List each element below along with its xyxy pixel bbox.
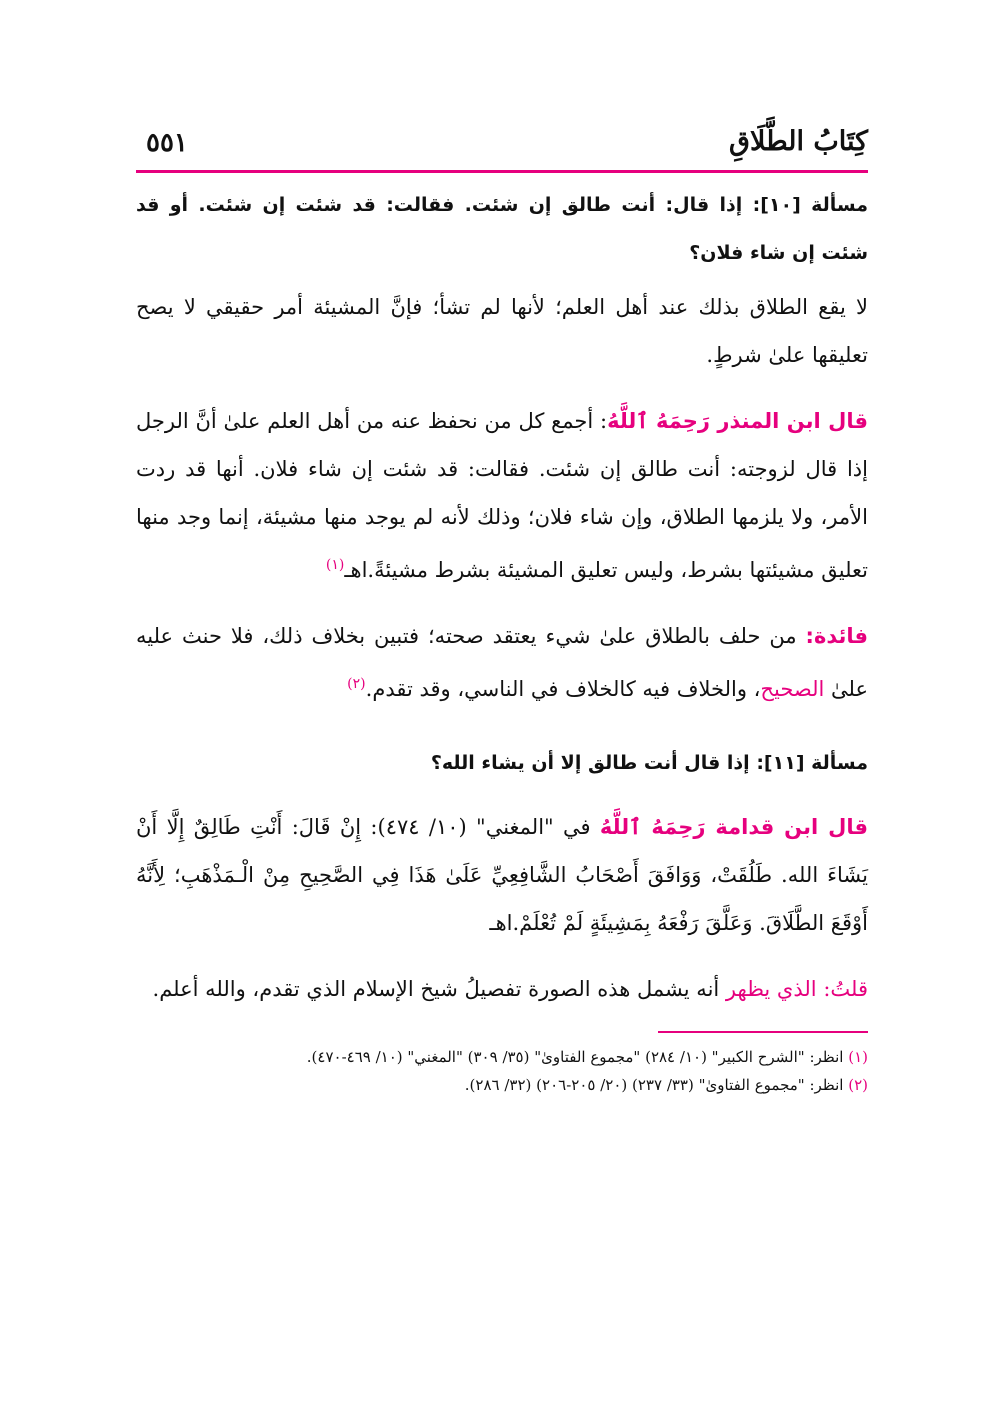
- footnote-1: [136, 1043, 868, 1071]
- page-header: [136, 118, 868, 170]
- footnote-text: انظر: "الشرح الكبير" (١٠/ ٢٨٤) "مجموع الفتاوىٰ" (٣٥/ ٣٠٩) "المغني" (١٠/ ٤٦٩-٤٧٠).: [306, 1048, 844, 1066]
- paragraph-author-note: [136, 965, 868, 1013]
- footnote-ref-1: (١): [325, 557, 345, 573]
- book-page: [136, 118, 868, 1099]
- footnote-number: (٢): [848, 1076, 868, 1094]
- paragraph-ibn-qudama: [136, 803, 868, 947]
- speaker-name: قال ابن المنذر رَحِمَهُ ٱللَّهُ: [607, 409, 868, 433]
- quote-text: : أجمع كل من نحفظ عنه من أهل العلم علىٰ أنَّ الرجل إذا قال لزوجته: أنت طالق إن شئت. فقالت: قد شئت إن شاء فلان. أنها قد ردت الأمر، ولا يلزمها الطلاق، وإن شاء فلان؛ وذلك لأنه لم يوجد منها مشيئة، إنما وجد منها تعليق مشيئتها بشرط، وليس تعليق المشيئة بشرط مشيئةً.اهـ: [136, 409, 868, 582]
- benefit-text-a: من حلف بالطلاق علىٰ شيء يعتقد صحته؛ فتبين بخلاف ذلك، فلا حنث عليه علىٰ: [136, 624, 868, 701]
- speaker-name: قال ابن قدامة رَحِمَهُ ٱللَّهُ: [599, 815, 868, 839]
- question-text: إذا قال: أنت طالق إن شئت. فقالت: قد شئت إن شئت. أو قد شئت إن شاء فلان؟: [136, 194, 868, 264]
- page-number: ٥٥١: [146, 128, 188, 158]
- header-rule: [136, 170, 868, 173]
- paragraph-benefit: [136, 612, 868, 713]
- footnote-rule: [658, 1031, 868, 1033]
- footnote-text: انظر: "مجموع الفتاوىٰ" (٣٣/ ٢٣٧) (٢٠/ ٢٠٥-٢٠٦) (٣٢/ ٢٨٦).: [464, 1076, 844, 1094]
- qultu-label: قلتُ:: [823, 977, 868, 1001]
- question-text: إذا قال أنت طالق إلا أن يشاء الله؟: [430, 752, 750, 774]
- benefit-text-b: ، والخلاف فيه كالخلاف في الناسي، وقد تقدم.: [365, 677, 761, 701]
- note-text: أنه يشمل هذه الصورة تفصيلُ شيخ الإسلام الذي تقدم، والله أعلم.: [152, 977, 726, 1001]
- quote-text: في "المغني" (١٠/ ٤٧٤): إِنْ قَالَ: أَنْتِ طَالِقٌ إِلَّا أَنْ يَشَاءَ الله. طَلُقَتْ، وَوَافَقَ أَصْحَابُ الشَّافِعِيِّ عَلَىٰ هَذَا فِي الصَّحِيحِ مِنْ الْـمَذْهَبِ؛ لِأَنَّهُ أَوْقَعَ الطَّلَاقَ. وَعَلَّقَ رَفْعَهُ بِمَشِيئَةٍ لَمْ تُعْلَمْ.اهـ: [136, 815, 868, 935]
- apparent-phrase: الذي يظهر: [725, 977, 824, 1001]
- paragraph-ruling: لا يقع الطلاق بذلك عند أهل العلم؛ لأنها لم تشأ؛ فإنَّ المشيئة أمر حقيقي لا يصح تعليقها علىٰ شرطٍ.: [136, 295, 868, 367]
- sahih-term: الصحيح: [760, 677, 825, 701]
- footnote-ref-2: (٢): [347, 676, 366, 692]
- question-11: [136, 739, 868, 787]
- question-10: [136, 181, 868, 277]
- benefit-label: فائدة:: [805, 624, 868, 648]
- paragraph-ibn-almundhir: [136, 397, 868, 594]
- question-label: مسألة [١١]:: [756, 752, 868, 774]
- footnote-number: (١): [848, 1048, 868, 1066]
- footnote-2: [136, 1071, 868, 1099]
- running-title: كِتَابُ الطَّلَاقِ: [729, 126, 868, 157]
- question-label: مسألة [١٠]:: [752, 194, 869, 216]
